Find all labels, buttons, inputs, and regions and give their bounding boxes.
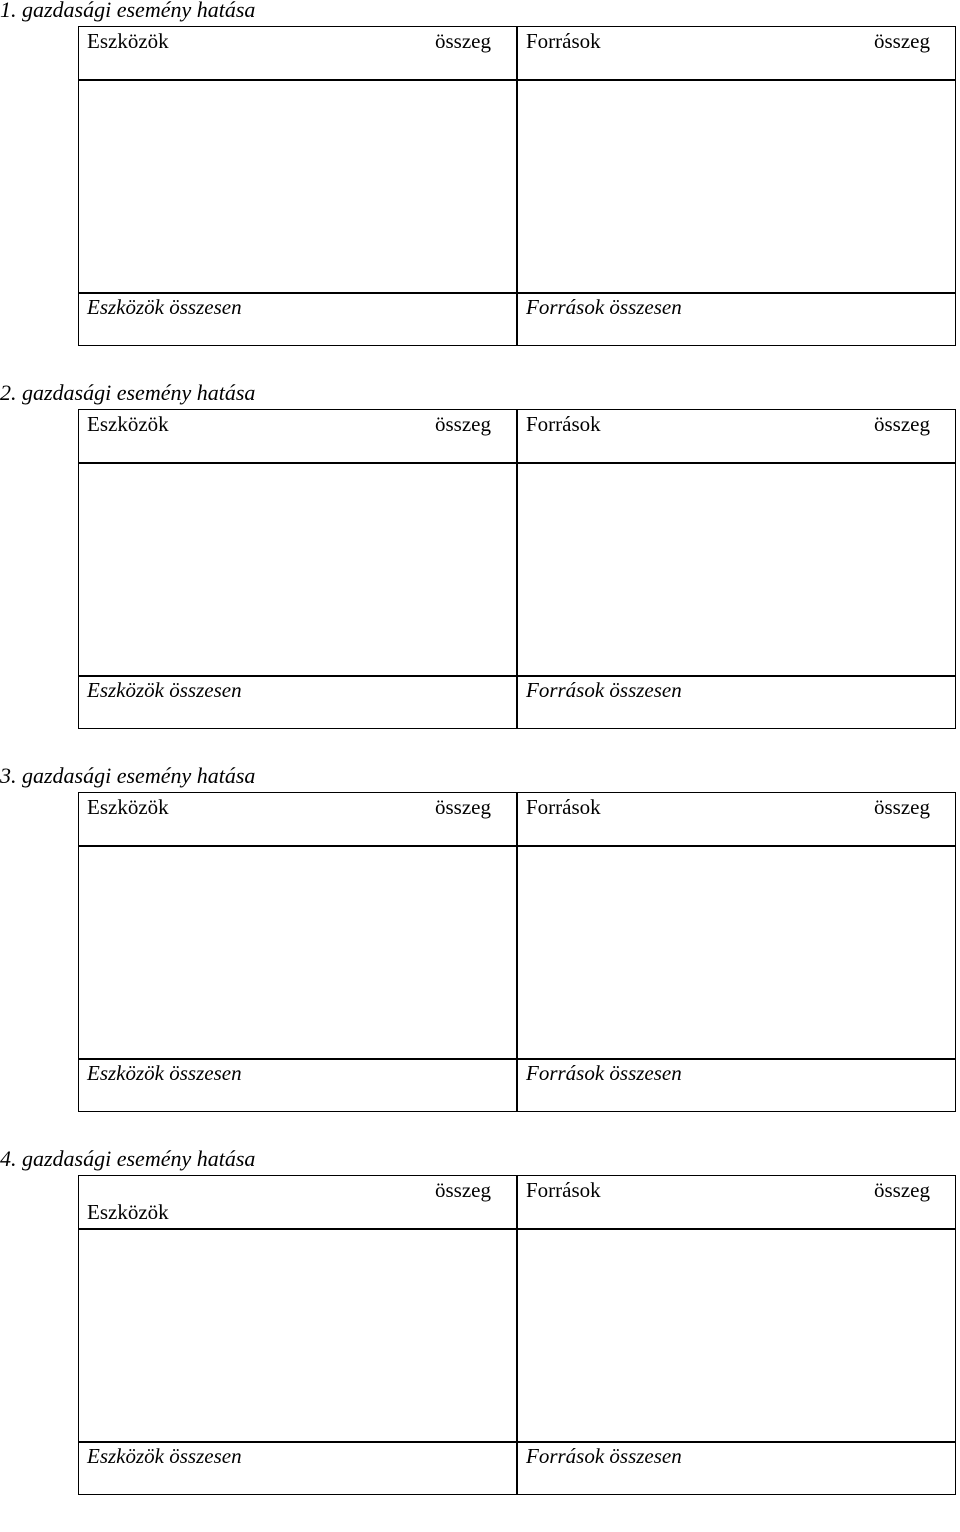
sources-header: Források [526,1178,601,1202]
assets-entry-area[interactable] [80,81,515,291]
sources-amount-header: összeg [874,29,930,53]
footer-divider [78,675,956,677]
assets-total-label: Eszközök összesen [87,1444,242,1468]
footer-divider [78,292,956,294]
sources-amount-header: összeg [874,795,930,819]
sources-amount-header: összeg [874,1178,930,1202]
footer-divider [78,1058,956,1060]
assets-amount-header: összeg [435,29,491,53]
sources-total-label: Források összesen [526,1444,682,1468]
event-section-3 [0,763,960,1149]
assets-amount-header: összeg [435,1178,491,1202]
section-title: 1. gazdasági esemény hatása [0,0,256,22]
sources-entry-area[interactable] [518,464,954,674]
section-title: 4. gazdasági esemény hatása [0,1146,256,1171]
assets-total-label: Eszközök összesen [87,295,242,319]
assets-entry-area[interactable] [80,464,515,674]
event-section-2 [0,380,960,766]
section-title: 3. gazdasági esemény hatása [0,763,256,788]
sources-total-label: Források összesen [526,678,682,702]
assets-amount-header: összeg [435,412,491,436]
assets-entry-area[interactable] [80,1230,515,1440]
sources-header: Források [526,29,601,53]
event-section-4 [0,1146,960,1532]
sources-entry-area[interactable] [518,847,954,1057]
sources-entry-area[interactable] [518,1230,954,1440]
assets-total-label: Eszközök összesen [87,1061,242,1085]
sources-amount-header: összeg [874,412,930,436]
assets-total-label: Eszközök összesen [87,678,242,702]
footer-divider [78,1441,956,1443]
assets-amount-header: összeg [435,795,491,819]
event-section-1 [0,0,960,383]
sources-total-label: Források összesen [526,1061,682,1085]
sources-entry-area[interactable] [518,81,954,291]
assets-header: Eszközök [87,1200,169,1224]
section-title: 2. gazdasági esemény hatása [0,380,256,405]
assets-entry-area[interactable] [80,847,515,1057]
sources-header: Források [526,795,601,819]
sources-header: Források [526,412,601,436]
assets-header: Eszközök [87,29,169,53]
assets-header: Eszközök [87,412,169,436]
sources-total-label: Források összesen [526,295,682,319]
assets-header: Eszközök [87,795,169,819]
